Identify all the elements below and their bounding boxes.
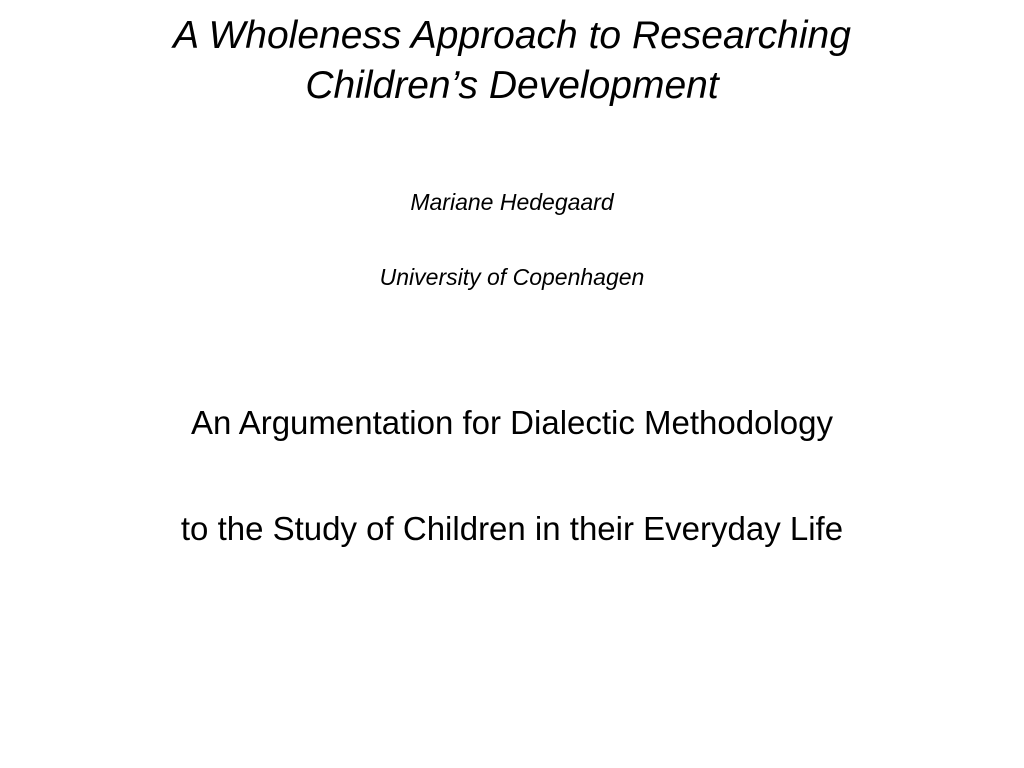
author-name: Mariane Hedegaard (410, 189, 614, 215)
title-line-2: Children’s Development (305, 64, 719, 107)
subtitle-line-2: to the Study of Children in their Everyday Life (180, 510, 844, 547)
slide-title (0, 11, 1024, 111)
subtitle-line-1: An Argumentation for Dialectic Methodology (190, 404, 834, 441)
author-affiliation: University of Copenhagen (379, 264, 645, 290)
title-line-1: A Wholeness Approach to Researching (173, 14, 851, 57)
